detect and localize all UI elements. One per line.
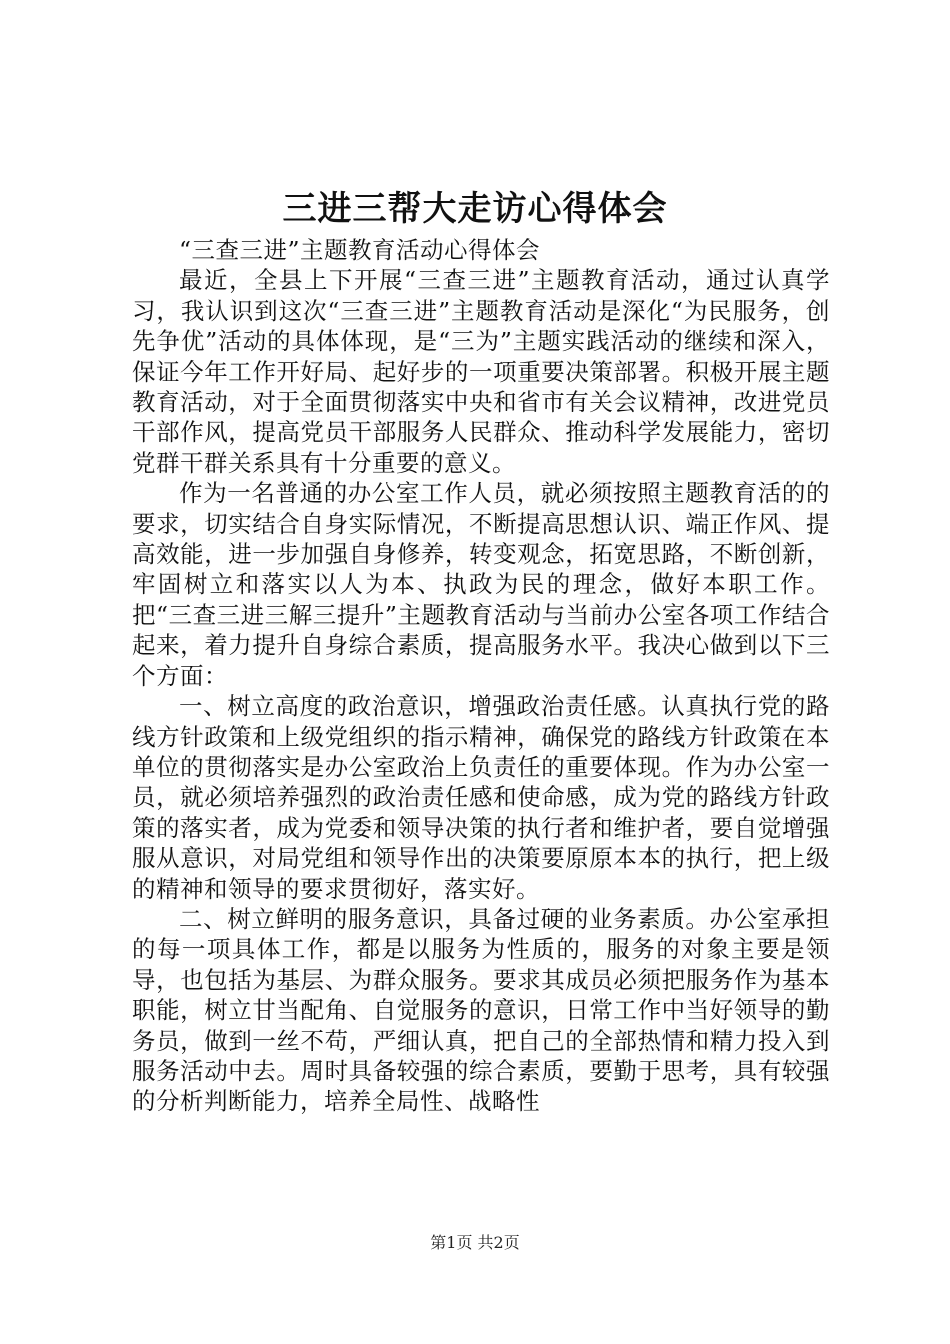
paragraph-role: 作为一名普通的办公室工作人员，就必须按照主题教育活的的要求，切实结合自身实际情况，不断提高思想认识、端正作风、提高效能，进一步加强自身修养，转变观念，拓宽思路，不断创新，牢固树立和落实以人为本、执政为民的理念，做好本职工作。把“三查三进三解三提升”主题教育活动与当前办公室各项工作结合起来，着力提升自身综合素质，提高服务水平。我决心做到以下三个方面： xyxy=(132,479,830,690)
paragraph-point-one: 一、树立高度的政治意识，增强政治责任感。认真执行党的路线方针政策和上级党组织的指示精神，确保党的路线方针政策在本单位的贯彻落实是办公室政治上负责任的重要体现。作为办公室一员，就必须培养强烈的政治责任感和使命感，成为党的路线方针政策的落实者，成为党委和领导决策的执行者和维护者，要自觉增强服从意识，对局党组和领导作出的决策要原原本本的执行，把上级的精神和领导的要求贯彻好，落实好。 xyxy=(132,692,830,903)
paragraph-subtitle: “三查三进”主题教育活动心得体会 xyxy=(179,236,541,264)
document-body xyxy=(132,235,830,1117)
page-number-footer: 第1页 共2页 xyxy=(430,1233,520,1252)
paragraph-intro: 最近，全县上下开展“三查三进”主题教育活动，通过认真学习，我认识到这次“三查三进”主题教育活动是深化“为民服务，创先争优”活动的具体体现，是“三为”主题实践活动的继续和深入，保证今年工作开好局、起好步的一项重要决策部署。积极开展主题教育活动，对于全面贯彻落实中央和省市有关会议精神，改进党员干部作风，提高党员干部服务人民群众、推动科学发展能力，密切党群干群关系具有十分重要的意义。 xyxy=(132,266,830,477)
document-title: 三进三帮大走访心得体会 xyxy=(282,189,668,229)
paragraph-point-two: 二、树立鲜明的服务意识，具备过硬的业务素质。办公室承担的每一项具体工作，都是以服务为性质的，服务的对象主要是领导，也包括为基层、为群众服务。要求其成员必须把服务作为基本职能，树立甘当配角、自觉服务的意识，日常工作中当好领导的勤务员，做到一丝不苟，严细认真，把自己的全部热情和精力投入到服务活动中去。周时具备较强的综合素质，要勤于思考，具有较强的分析判断能力，培养全局性、战略性 xyxy=(132,904,830,1116)
